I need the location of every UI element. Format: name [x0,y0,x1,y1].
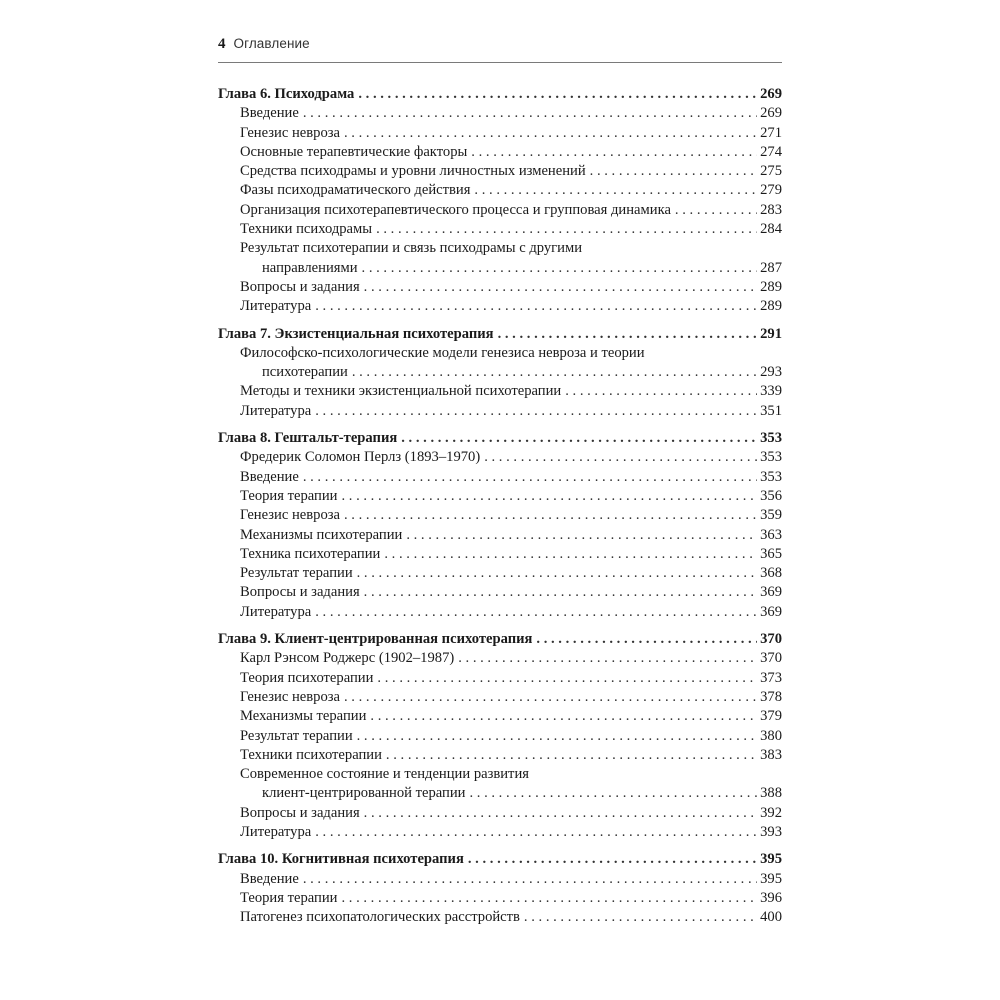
toc-section-entry[interactable] [218,889,782,908]
toc-section-entry[interactable] [218,688,782,707]
section-page-number: 356 [760,487,782,504]
section-title: Теория терапии [240,889,338,906]
section-title-line: Философско-психологические модели генезиса невроза и теории [240,344,645,361]
dot-leader [469,784,757,803]
dot-leader [590,162,757,181]
section-page-number: 289 [760,278,782,295]
chapter-page-number: 353 [760,430,782,447]
chapter-heading[interactable] [218,85,782,104]
toc-section-entry[interactable] [218,143,782,162]
toc-section-entry[interactable] [218,220,782,239]
section-title: Основные терапевтические факторы [240,143,468,160]
section-title: Литература [240,402,312,419]
chapter-heading[interactable] [218,325,782,344]
section-title: Механизмы терапии [240,708,367,725]
section-title: Генезис невроза [240,507,340,524]
dot-leader [341,889,757,908]
dot-leader [377,669,757,688]
dot-leader [524,908,757,927]
dot-leader [341,487,757,506]
toc-chapter [218,630,782,842]
chapter-title: Глава 8. Гештальт-терапия [218,430,398,447]
chapter-heading[interactable] [218,429,782,448]
chapter-title: Глава 7. Экзистенциальная психотерапия [218,325,494,342]
section-title: Теория психотерапии [240,669,374,686]
section-title: Литература [240,298,312,315]
toc-section-entry[interactable] [218,201,782,220]
page-number: 4 [218,36,226,52]
section-title: Литература [240,823,312,840]
section-title-line: клиент-центрированной терапии [262,785,466,802]
toc-section-entry[interactable] [218,707,782,726]
section-page-number: 351 [760,402,782,419]
toc-section-entry[interactable] [218,104,782,123]
toc-section-entry[interactable] [218,870,782,889]
section-page-number: 279 [760,182,782,199]
dot-leader [364,583,757,602]
section-page-number: 365 [760,545,782,562]
dot-leader [468,850,757,869]
section-title-line: Результат психотерапии и связь психодрамы с другими [240,240,583,257]
section-page-number: 369 [760,584,782,601]
section-page-number: 353 [760,468,782,485]
section-page-number: 388 [760,785,782,802]
section-page-number: 369 [760,603,782,620]
section-title: Карл Рэнсом Роджерс (1902–1987) [240,650,455,667]
dot-leader [303,870,757,889]
section-page-number: 293 [760,364,782,381]
header-rule [218,62,782,63]
section-title: Техники психотерапии [240,746,382,763]
toc-section-entry[interactable] [218,727,782,746]
section-page-number: 271 [760,124,782,141]
section-title: Генезис невроза [240,124,340,141]
section-page-number: 339 [760,383,782,400]
section-page-number: 284 [760,221,782,238]
section-page-number: 373 [760,669,782,686]
section-title: Вопросы и задания [240,278,360,295]
toc-section-entry[interactable] [218,124,782,143]
dot-leader [536,630,757,649]
section-title-continuation [240,784,782,803]
section-page-number: 378 [760,688,782,705]
toc-section-entry[interactable] [218,448,782,467]
running-head [218,36,782,58]
section-title-line: направлениями [262,259,358,276]
section-page-number: 353 [760,449,782,466]
toc-section-entry[interactable] [218,278,782,297]
dot-leader [362,259,758,278]
toc-section-entry[interactable] [218,765,782,804]
section-page-number: 269 [760,105,782,122]
dot-leader [315,823,757,842]
toc-section-entry[interactable] [218,468,782,487]
dot-leader [357,727,757,746]
section-title: Теория терапии [240,487,338,504]
toc-chapter [218,325,782,421]
chapter-heading[interactable] [218,630,782,649]
section-title: Вопросы и задания [240,804,360,821]
chapter-page-number: 395 [760,851,782,868]
dot-leader [406,526,757,545]
toc-section-entry[interactable] [218,545,782,564]
toc-section-entry[interactable] [218,649,782,668]
toc-section-entry[interactable] [218,344,782,383]
section-page-number: 392 [760,804,782,821]
toc-section-entry[interactable] [218,526,782,545]
section-title: Фазы психодраматического действия [240,182,471,199]
chapter-page-number: 370 [760,631,782,648]
dot-leader [315,402,757,421]
chapter-heading[interactable] [218,850,782,869]
toc-section-entry[interactable] [218,382,782,401]
toc-chapter [218,429,782,622]
section-title: Средства психодрамы и уровни личностных изменений [240,163,586,180]
section-page-number: 283 [760,201,782,218]
section-page-number: 370 [760,650,782,667]
section-title: Введение [240,468,299,485]
toc-section-entry[interactable] [218,804,782,823]
section-title: Литература [240,603,312,620]
toc-section-entry[interactable] [218,669,782,688]
dot-leader [376,220,757,239]
section-title: Введение [240,105,299,122]
section-title-continuation [240,363,782,382]
dot-leader [474,181,757,200]
table-of-contents [218,85,782,927]
chapter-title: Глава 6. Психодрама [218,86,355,102]
section-page-number: 396 [760,889,782,906]
section-title: Техники психодрамы [240,221,373,238]
section-title: Вопросы и задания [240,584,360,601]
dot-leader [384,545,757,564]
section-page-number: 380 [760,727,782,744]
section-page-number: 368 [760,565,782,582]
section-page-number: 359 [760,507,782,524]
section-page-number: 393 [760,823,782,840]
section-title: Техника психотерапии [240,545,381,562]
section-title: Результат терапии [240,565,353,582]
dot-leader [344,506,757,525]
toc-section-entry[interactable] [218,564,782,583]
dot-leader [364,804,757,823]
dot-leader [364,278,757,297]
section-title-line: психотерапии [262,364,348,381]
dot-leader [344,688,757,707]
dot-leader [303,104,757,123]
section-page-number: 287 [760,259,782,276]
dot-leader [344,124,757,143]
toc-section-entry[interactable] [218,603,782,622]
section-page-number: 275 [760,163,782,180]
section-page-number: 395 [760,870,782,887]
toc-section-entry[interactable] [218,746,782,765]
dot-leader [357,564,757,583]
section-title: Методы и техники экзистенциальной психотерапии [240,383,562,400]
dot-leader [370,707,757,726]
dot-leader [401,429,757,448]
dot-leader [471,143,757,162]
toc-section-entry[interactable] [218,402,782,421]
dot-leader [484,448,757,467]
section-title: Механизмы психотерапии [240,526,403,543]
chapter-page-number: 291 [760,325,782,342]
chapter-page-number: 269 [760,86,782,102]
toc-section-entry[interactable] [218,239,782,278]
section-page-number: 400 [760,909,782,926]
section-title: Результат терапии [240,727,353,744]
dot-leader [386,746,757,765]
dot-leader [675,201,757,220]
section-page-number: 274 [760,143,782,160]
dot-leader [565,382,757,401]
toc-section-entry[interactable] [218,297,782,316]
section-title: Организация психотерапевтического процесса и групповая динамика [240,201,671,218]
section-title-line: Современное состояние и тенденции развития [240,766,529,783]
running-title: Оглавление [233,36,310,51]
section-title-continuation [240,259,782,278]
toc-section-entry[interactable] [218,823,782,842]
section-page-number: 363 [760,526,782,543]
section-page-number: 383 [760,746,782,763]
chapter-title: Глава 9. Клиент-центрированная психотерапия [218,631,533,648]
toc-section-entry[interactable] [218,583,782,602]
toc-section-entry[interactable] [218,181,782,200]
toc-section-entry[interactable] [218,506,782,525]
section-page-number: 289 [760,298,782,315]
section-title: Введение [240,870,299,887]
toc-section-entry[interactable] [218,162,782,181]
section-title: Патогенез психопатологических расстройств [240,909,520,926]
toc-section-entry[interactable] [218,487,782,506]
section-page-number: 379 [760,708,782,725]
dot-leader [498,325,758,344]
toc-chapter [218,850,782,927]
toc-chapter [218,85,782,317]
dot-leader [458,649,757,668]
dot-leader [352,363,757,382]
dot-leader [303,468,757,487]
dot-leader [315,603,757,622]
dot-leader [358,85,757,104]
section-title: Генезис невроза [240,688,340,705]
chapter-title: Глава 10. Когнитивная психотерапия [218,851,464,868]
toc-section-entry[interactable] [218,908,782,927]
dot-leader [315,297,757,316]
section-title: Фредерик Соломон Перлз (1893–1970) [240,449,481,466]
toc-page [218,36,782,935]
